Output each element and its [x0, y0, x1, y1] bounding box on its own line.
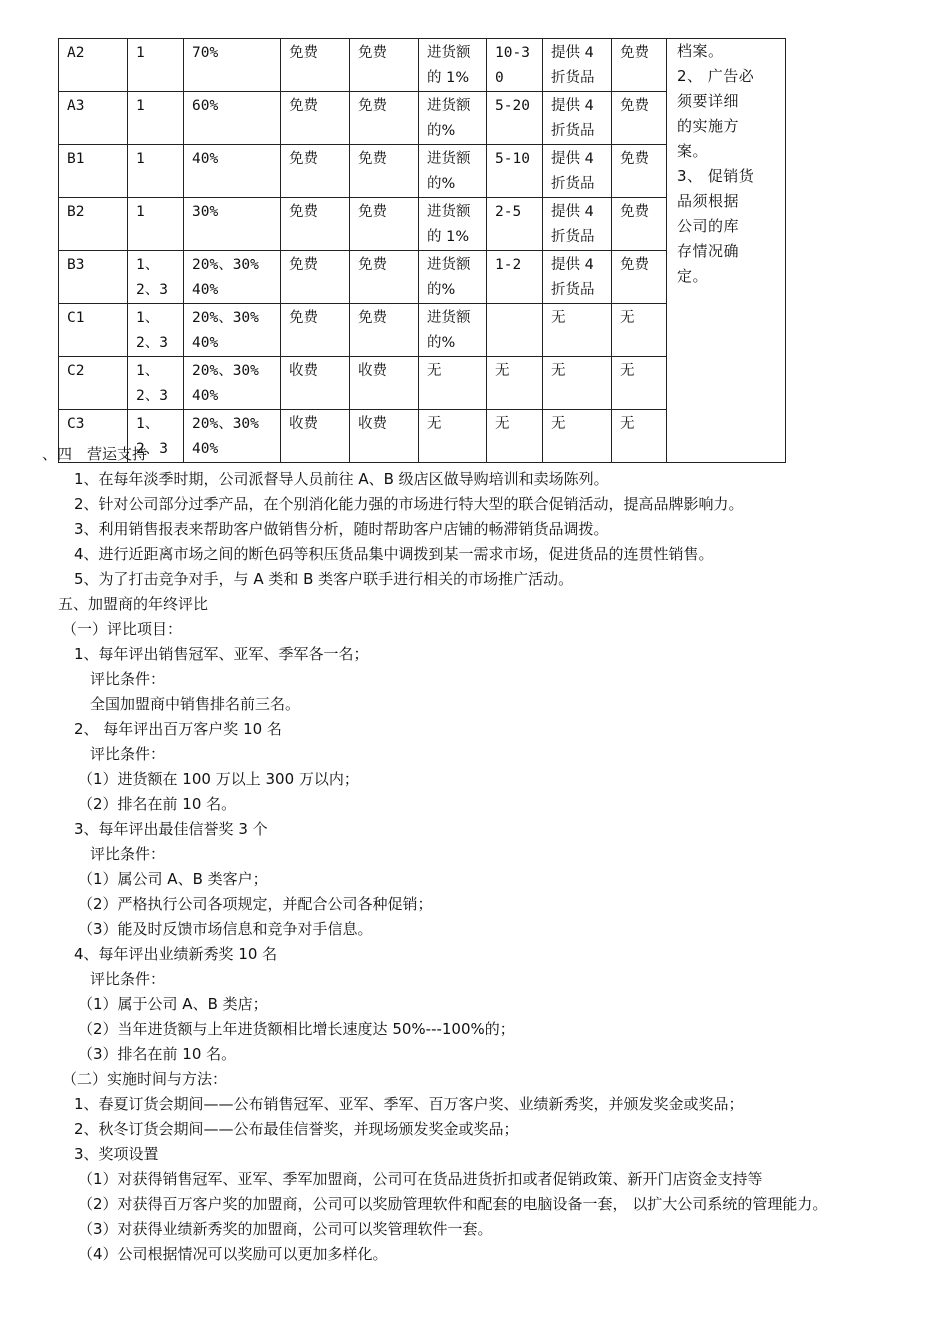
table-cell: 提供 4 折货品: [543, 198, 612, 251]
table-cell: 20%、30% 40%: [184, 357, 281, 410]
table-cell: 1、2、3: [128, 410, 184, 463]
table-cell: 70%: [184, 39, 281, 92]
criteria-item: （2）当年进货额与上年进货额相比增长速度达 50%---100%的；: [78, 1020, 515, 1038]
table-cell: 无: [543, 410, 612, 463]
table-cell: 无: [612, 304, 667, 357]
table-cell: 无: [612, 357, 667, 410]
criteria-label: 评比条件：: [90, 745, 166, 763]
table-cell: 1: [128, 39, 184, 92]
list-item: 1、每年评出销售冠军、亚军、季军各一名；: [74, 645, 369, 663]
list-item: 3、奖项设置: [74, 1145, 159, 1163]
table-cell: 20%、30% 40%: [184, 304, 281, 357]
note-line: 的实施方: [677, 117, 740, 135]
table-cell: 免费: [281, 39, 350, 92]
table-cell: 20%、30% 40%: [184, 251, 281, 304]
note-line: 档案。: [677, 42, 724, 60]
table-cell: 1、2、3: [128, 251, 184, 304]
list-item: 5、为了打击竞争对手，与 A 类和 B 类客户联手进行相关的市场推广活动。: [74, 570, 574, 588]
table-cell: 免费: [350, 145, 419, 198]
table-cell: 1: [128, 92, 184, 145]
table-cell: 免费: [281, 251, 350, 304]
criteria-label: 评比条件：: [90, 670, 166, 688]
list-item: 2、秋冬订货会期间——公布最佳信誉奖，并现场颁发奖金或奖品；: [74, 1120, 519, 1138]
table-cell: 60%: [184, 92, 281, 145]
table-cell: 1: [128, 198, 184, 251]
note-line: 2、 广告必: [677, 67, 755, 85]
table-cell: 20%、30% 40%: [184, 410, 281, 463]
table-cell: 免费: [281, 92, 350, 145]
table-cell: 1、2、3: [128, 357, 184, 410]
table-cell: 2-5: [487, 198, 543, 251]
table-cell: 无: [419, 410, 487, 463]
table-cell: 免费: [612, 198, 667, 251]
table-cell: B2: [59, 198, 128, 251]
list-item: 4、进行近距离市场之间的断色码等积压货品集中调拨到某一需求市场，促进货品的连贯性销售。: [74, 545, 714, 563]
table-cell: 提供 4 折货品: [543, 92, 612, 145]
table-cell: 无: [487, 410, 543, 463]
table-cell: 1-2: [487, 251, 543, 304]
criteria-item: （2）排名在前 10 名。: [78, 795, 237, 813]
note-line: 存情况确: [677, 242, 740, 260]
table-cell: 免费: [350, 198, 419, 251]
criteria-item: （2）严格执行公司各项规定，并配合公司各种促销；: [78, 895, 433, 913]
table-cell: A3: [59, 92, 128, 145]
table-cell: 40%: [184, 145, 281, 198]
table-cell: 免费: [350, 251, 419, 304]
table-cell: 免费: [281, 145, 350, 198]
note-line: 须要详细: [677, 92, 740, 110]
table-row: [59, 39, 786, 92]
subsection-heading: （二）实施时间与方法：: [62, 1070, 228, 1088]
table-cell: 收费: [281, 410, 350, 463]
table-cell: 5-20: [487, 92, 543, 145]
list-item: 2、针对公司部分过季产品，在个别消化能力强的市场进行特大型的联合促销活动，提高品牌影响力。: [74, 495, 744, 513]
table-cell: B1: [59, 145, 128, 198]
table-cell: 无: [543, 304, 612, 357]
table-cell: 免费: [612, 39, 667, 92]
table-cell: 收费: [350, 357, 419, 410]
list-item: 4、每年评出业绩新秀奖 10 名: [74, 945, 278, 963]
list-item: 1、春夏订货会期间——公布销售冠军、亚军、季军、百万客户奖、业绩新秀奖，并颁发奖金或奖品；: [74, 1095, 744, 1113]
list-item: 3、每年评出最佳信誉奖 3 个: [74, 820, 268, 838]
table-cell: 10-30: [487, 39, 543, 92]
table-cell: 免费: [350, 304, 419, 357]
table-cell: 免费: [281, 198, 350, 251]
table-cell: 1、2、3: [128, 304, 184, 357]
table-cell: 进货额的 1%: [419, 198, 487, 251]
criteria-item: （1）属公司 A、B 类客户；: [78, 870, 268, 888]
support-table: [58, 38, 786, 463]
table-cell: 提供 4 折货品: [543, 251, 612, 304]
note-line: 3、 促销货: [677, 167, 755, 185]
table-cell: 5-10: [487, 145, 543, 198]
criteria-label: 评比条件：: [90, 970, 166, 988]
table-cell: 无: [487, 357, 543, 410]
table-cell: 进货额的%: [419, 304, 487, 357]
table-cell: 收费: [350, 410, 419, 463]
table-cell: 提供 4 折货品: [543, 145, 612, 198]
award-item: （1）对获得销售冠军、亚军、季军加盟商，公司可在货品进货折扣或者促销政策、新开门店资金支持等: [78, 1170, 763, 1188]
award-item: （3）对获得业绩新秀奖的加盟商，公司可以奖管理软件一套。: [78, 1220, 493, 1238]
table-cell: 免费: [612, 251, 667, 304]
list-item: 3、利用销售报表来帮助客户做销售分析，随时帮助客户店铺的畅滞销货品调拨。: [74, 520, 609, 538]
table-cell: 免费: [612, 92, 667, 145]
criteria-item: （1）属于公司 A、B 类店；: [78, 995, 268, 1013]
section-heading-operations: 、四 营运支持: [42, 445, 148, 463]
table-cell: 免费: [281, 304, 350, 357]
section-heading-evaluation: 五、加盟商的年终评比: [58, 595, 209, 613]
table-cell: C1: [59, 304, 128, 357]
list-item: 2、 每年评出百万客户奖 10 名: [74, 720, 282, 738]
note-line: 定。: [677, 267, 709, 285]
criteria-label: 评比条件：: [90, 845, 166, 863]
table-cell: 提供 4 折货品: [543, 39, 612, 92]
table-cell: 收费: [281, 357, 350, 410]
table-cell: 免费: [350, 39, 419, 92]
table-cell: 无: [543, 357, 612, 410]
award-item: （4）公司根据情况可以奖励可以更加多样化。: [78, 1245, 388, 1263]
table-cell: 无: [612, 410, 667, 463]
table-cell: B3: [59, 251, 128, 304]
table-cell: A2: [59, 39, 128, 92]
table-cell: 免费: [612, 145, 667, 198]
note-line: 案。: [677, 142, 709, 160]
table-cell: 进货额的 1%: [419, 39, 487, 92]
table-cell: C2: [59, 357, 128, 410]
table-cell: 进货额的%: [419, 92, 487, 145]
criteria-item: （3）排名在前 10 名。: [78, 1045, 237, 1063]
criteria-item: （3）能及时反馈市场信息和竞争对手信息。: [78, 920, 373, 938]
criteria-item: （1）进货额在 100 万以上 300 万以内；: [78, 770, 359, 788]
list-item: 1、在每年淡季时期，公司派督导人员前往 A、B 级店区做导购培训和卖场陈列。: [74, 470, 609, 488]
table-cell: 30%: [184, 198, 281, 251]
criteria-item: 全国加盟商中销售排名前三名。: [90, 695, 301, 713]
table-cell: C3: [59, 410, 128, 463]
note-line: 品须根据: [677, 192, 740, 210]
table-cell: [487, 304, 543, 357]
table-cell: 免费: [350, 92, 419, 145]
table-cell: 进货额的%: [419, 251, 487, 304]
subsection-heading: （一）评比项目：: [62, 620, 183, 638]
note-line: 公司的库: [677, 217, 740, 235]
award-item: （2）对获得百万客户奖的加盟商，公司可以奖励管理软件和配套的电脑设备一套， 以扩大公司系统的管理能力。: [78, 1195, 828, 1213]
table-cell: 无: [419, 357, 487, 410]
notes-cell: [667, 39, 786, 463]
table-cell: 1: [128, 145, 184, 198]
table-cell: 进货额的%: [419, 145, 487, 198]
